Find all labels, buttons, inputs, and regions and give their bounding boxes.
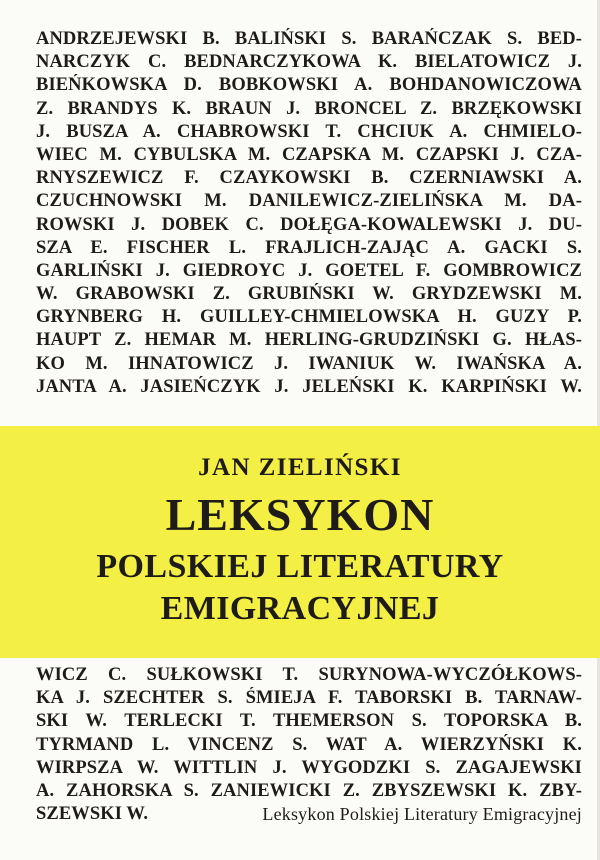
names-line: HAUPT Z. HEMAR M. HERLING-GRUDZIŃSKI G. HŁAS- <box>36 330 582 351</box>
names-line: GARLIŃSKI J. GIEDROYC J. GOETEL F. GOMBROWICZ <box>36 260 582 281</box>
series-title: Leksykon Polskiej Literatury Emigracyjnej <box>262 804 582 825</box>
names-line: GRYNBERG H. GUILLEY-CHMIELOWSKA H. GUZY P. <box>36 307 582 328</box>
book-subtitle-line2: EMIGRACYJNEJ <box>160 590 440 627</box>
book-subtitle-line1: POLSKIEJ LITERATURY <box>96 548 504 585</box>
names-line: KO M. IHNATOWICZ J. IWANIUK W. IWAŃSKA A. <box>36 353 582 374</box>
names-line: SZA E. FISCHER L. FRAJLICH-ZAJĄC A. GACKI S. <box>36 237 582 258</box>
names-line: Z. BRANDYS K. BRAUN J. BRONCEL Z. BRZĘKOWSKI <box>36 98 582 119</box>
names-line: WIRPSZA W. WITTLIN J. WYGODZKI S. ZAGAJEWSKI <box>36 757 582 778</box>
names-line: J. BUSZA A. CHABROWSKI T. CHCIUK A. CHMIELO- <box>36 121 582 142</box>
author-names-bottom <box>36 664 582 826</box>
author-names-top <box>36 28 582 399</box>
author-name: JAN ZIELIŃSKI <box>198 454 402 481</box>
names-line: RNYSZEWICZ F. CZAYKOWSKI B. CZERNIAWSKI A. <box>36 168 582 189</box>
names-line: ANDRZEJEWSKI B. BALIŃSKI S. BARAŃCZAK S. BED- <box>36 29 582 49</box>
names-line: ROWSKI J. DOBEK C. DOŁĘGA-KOWALEWSKI J. DU- <box>36 214 582 235</box>
book-title: LEKSYKON <box>165 489 435 540</box>
names-line: BIEŃKOWSKA D. BOBKOWSKI A. BOHDANOWICZOWA <box>36 75 582 96</box>
names-last-lead: SZEWSKI W. <box>36 804 149 825</box>
names-line: KA J. SZECHTER S. ŚMIEJA F. TABORSKI B. TARNAW- <box>36 688 582 709</box>
names-line: SKI W. TERLECKI T. THEMERSON S. TOPORSKA B. <box>36 711 582 732</box>
names-line: NARCZYK C. BEDNARCZYKOWA K. BIELATOWICZ J. <box>36 52 582 73</box>
names-last-line <box>36 803 582 826</box>
names-line: WICZ C. SUŁKOWSKI T. SURYNOWA-WYCZÓŁKOWS- <box>36 665 582 685</box>
names-line: W. GRABOWSKI Z. GRUBIŃSKI W. GRYDZEWSKI M. <box>36 284 582 305</box>
names-line: A. ZAHORSKA S. ZANIEWICKI Z. ZBYSZEWSKI K. ZBY- <box>36 780 582 801</box>
names-line: CZUCHNOWSKI M. DANILEWICZ-ZIELIŃSKA M. DA- <box>36 191 582 212</box>
names-line: WIEC M. CYBULSKA M. CZAPSKA M. CZAPSKI J. CZA- <box>36 144 582 165</box>
names-line: JANTA A. JASIEŃCZYK J. JELEŃSKI K. KARPIŃSKI W. <box>36 376 582 397</box>
names-line: TYRMAND L. VINCENZ S. WAT A. WIERZYŃSKI K. <box>36 734 582 755</box>
